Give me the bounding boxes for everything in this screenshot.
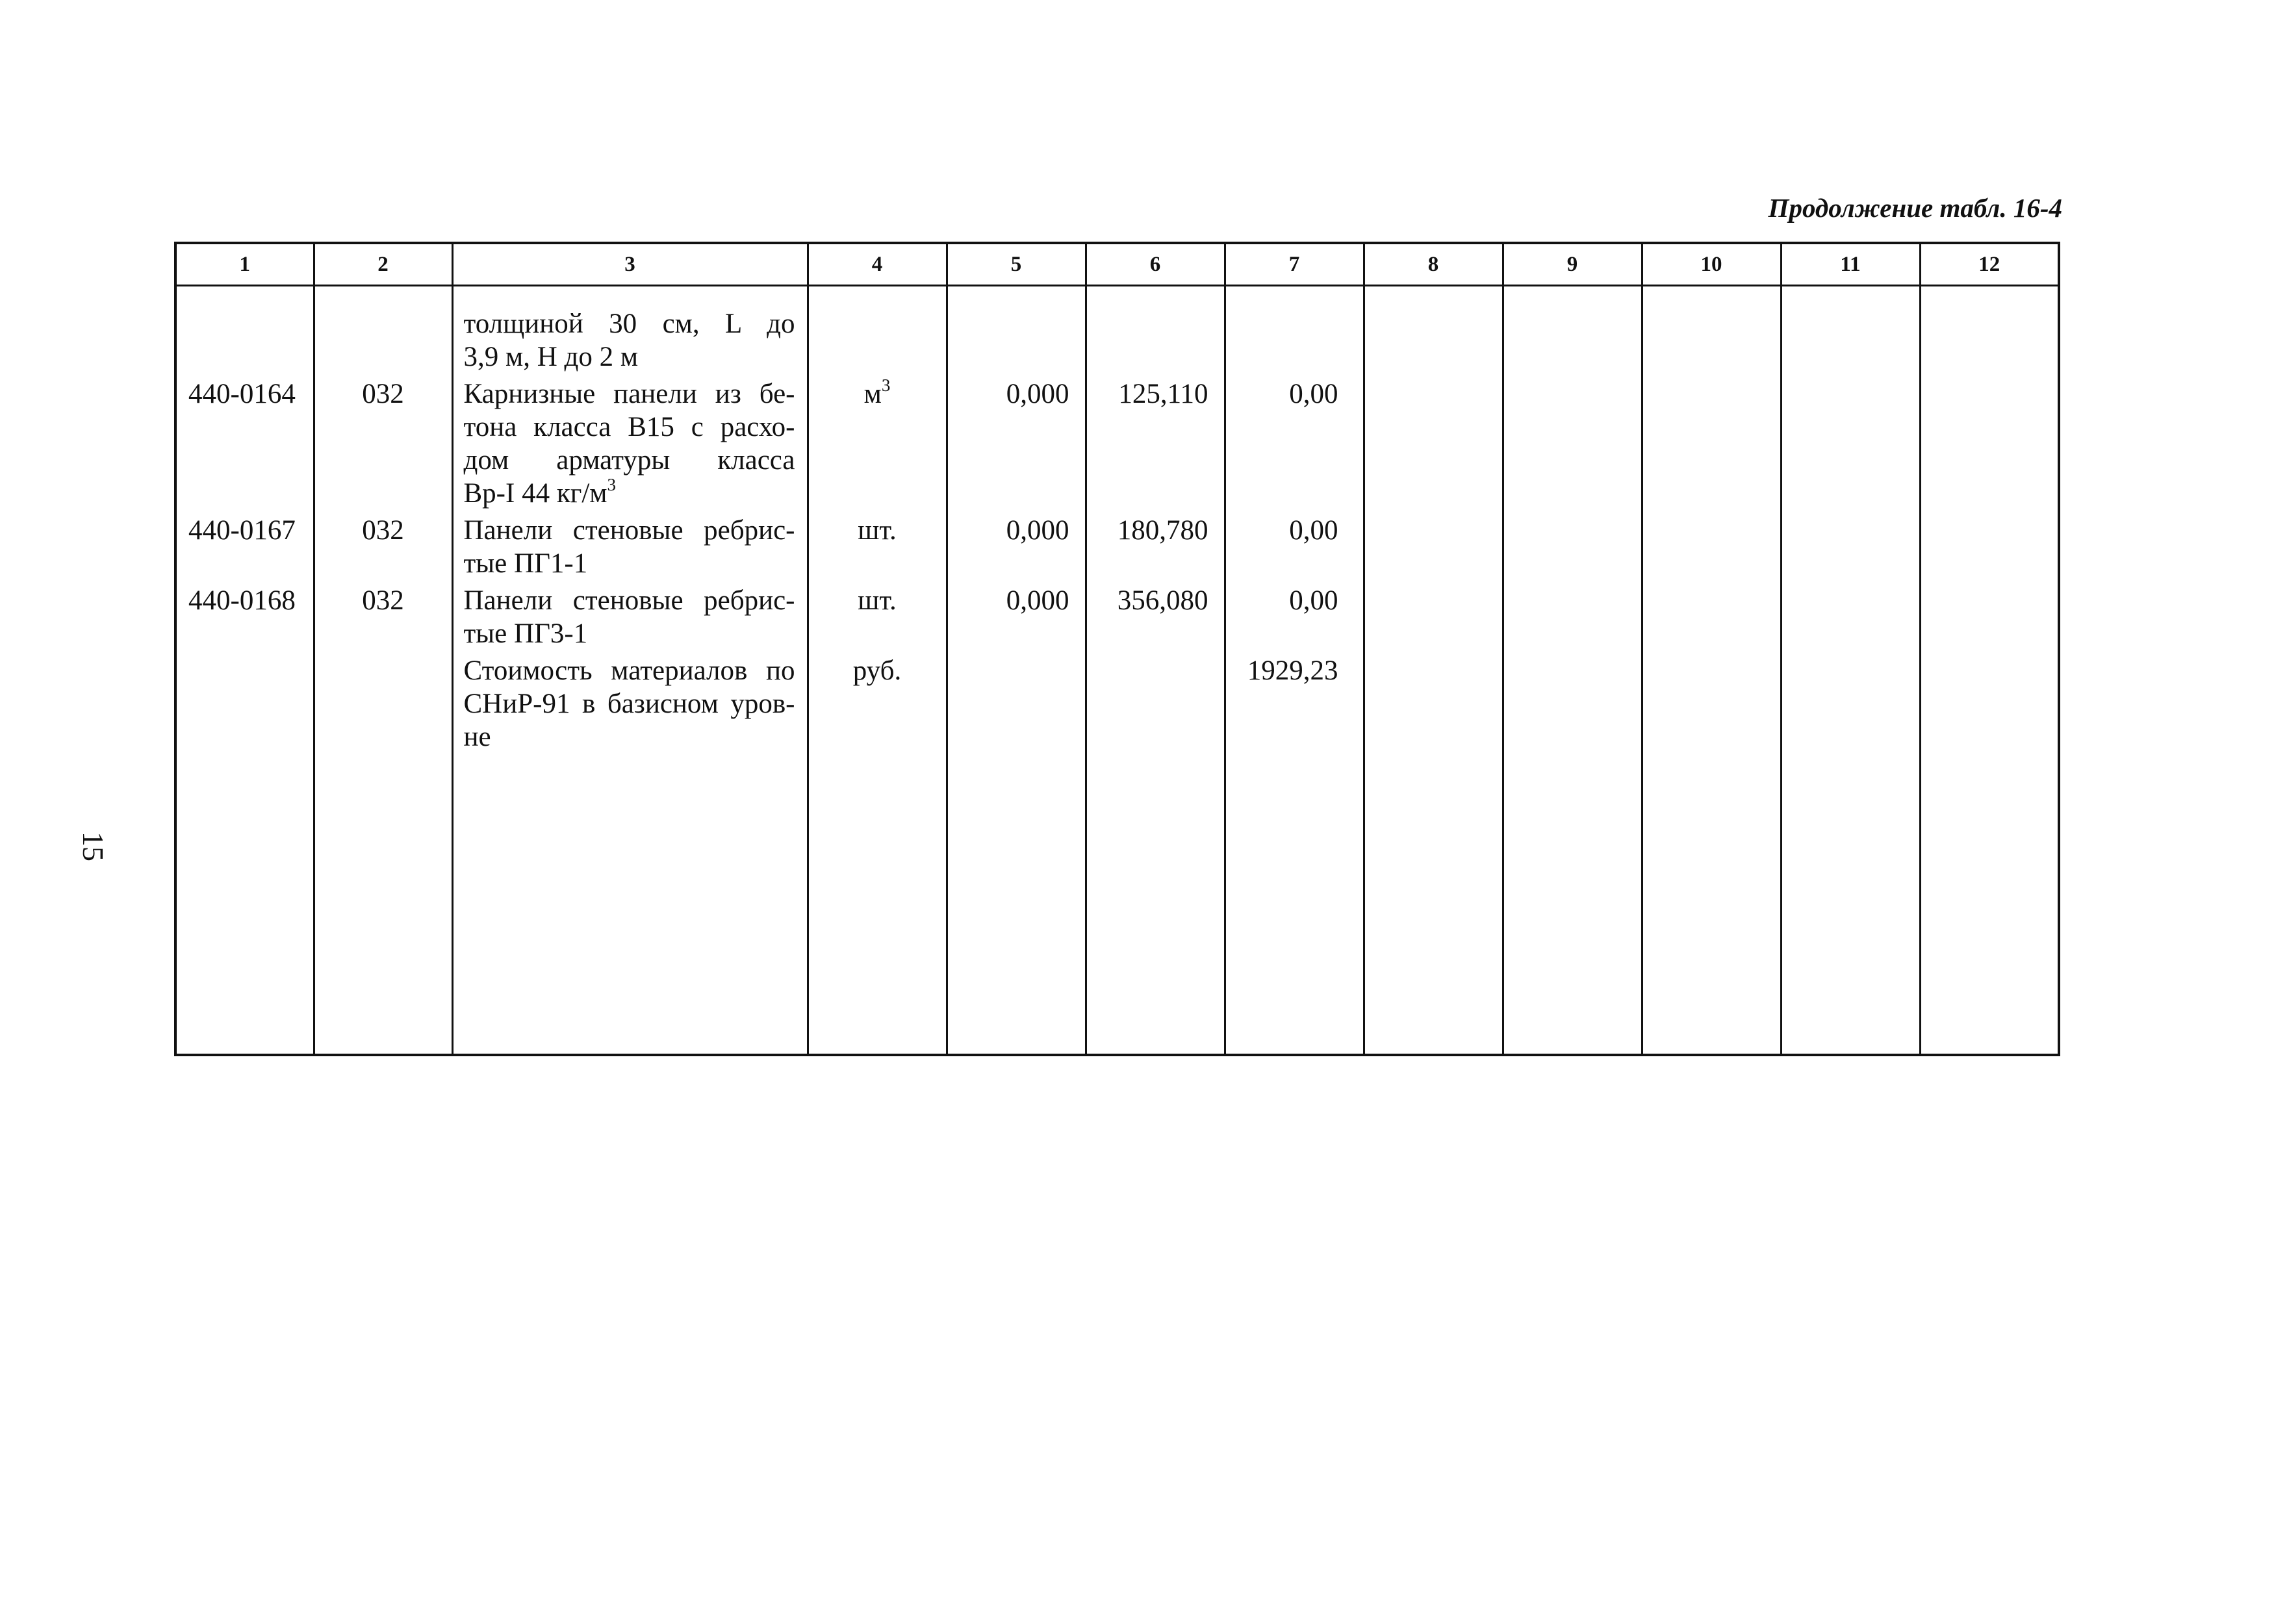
material-name bbox=[454, 654, 807, 754]
material-name-text: Стоимость материалов по bbox=[463, 655, 795, 686]
name-superscript: 3 bbox=[607, 475, 617, 494]
material-name-text: тона класса В15 с расхо- bbox=[463, 412, 795, 442]
material-code: 440-0168 bbox=[188, 585, 296, 616]
material-name-text: Панели стеновые ребрис- bbox=[463, 515, 795, 546]
column-7 bbox=[1225, 286, 1364, 1056]
unit-superscript: 3 bbox=[881, 375, 891, 395]
section-number: 032 bbox=[362, 379, 404, 409]
column-10 bbox=[1642, 286, 1781, 1056]
material-name bbox=[454, 377, 807, 510]
column-header: 12 bbox=[1920, 243, 2059, 286]
material-name-line bbox=[464, 687, 795, 720]
material-name-line bbox=[464, 411, 795, 444]
unit-column bbox=[808, 286, 947, 1056]
column-9 bbox=[1503, 286, 1642, 1056]
value-col7: 0,00 bbox=[1289, 515, 1338, 546]
material-name-text: не bbox=[463, 722, 491, 752]
material-name-text: толщиной 30 см, L до bbox=[463, 309, 795, 339]
material-name-line bbox=[464, 477, 795, 510]
unit-text: шт. bbox=[858, 585, 897, 616]
column-header: 8 bbox=[1364, 243, 1503, 286]
unit-text: руб. bbox=[852, 655, 902, 686]
material-name-line bbox=[464, 547, 795, 580]
section-column bbox=[314, 286, 452, 1056]
material-name-line bbox=[464, 377, 795, 411]
material-name-line bbox=[464, 307, 795, 340]
value-col6: 356,080 bbox=[1117, 585, 1208, 616]
column-12 bbox=[1920, 286, 2059, 1056]
value-col5: 0,000 bbox=[1006, 585, 1069, 616]
section-number: 032 bbox=[362, 515, 404, 546]
page-number: 15 bbox=[77, 831, 110, 861]
column-6 bbox=[1086, 286, 1225, 1056]
materials-table bbox=[174, 242, 2060, 1056]
material-name-line bbox=[464, 340, 795, 374]
column-8 bbox=[1364, 286, 1503, 1056]
column-header: 6 bbox=[1086, 243, 1225, 286]
material-code: 440-0164 bbox=[188, 379, 296, 409]
unit bbox=[809, 654, 946, 687]
value-col7: 1929,23 bbox=[1247, 655, 1338, 686]
column-5 bbox=[947, 286, 1086, 1056]
material-name-line bbox=[464, 617, 795, 650]
value-col7: 0,00 bbox=[1289, 379, 1338, 409]
column-header: 5 bbox=[947, 243, 1086, 286]
material-name-line bbox=[464, 654, 795, 687]
column-header: 2 bbox=[314, 243, 452, 286]
value-col5: 0,000 bbox=[1006, 515, 1069, 546]
unit bbox=[809, 377, 946, 411]
material-name bbox=[454, 514, 807, 580]
material-name-line bbox=[464, 720, 795, 754]
material-name-text: тые ПГ3-1 bbox=[463, 618, 588, 649]
column-header: 3 bbox=[452, 243, 808, 286]
name-column bbox=[452, 286, 808, 1056]
material-name-text: 3,9 м, Н до 2 м bbox=[463, 342, 639, 372]
column-header: 11 bbox=[1781, 243, 1920, 286]
column-header: 7 bbox=[1225, 243, 1364, 286]
material-name-text: дом арматуры класса bbox=[463, 445, 795, 476]
material-name-text: Вр-I 44 кг/м bbox=[463, 478, 607, 509]
material-name-line bbox=[464, 444, 795, 477]
material-name bbox=[454, 584, 807, 650]
section-number: 032 bbox=[362, 585, 404, 616]
column-header: 10 bbox=[1642, 243, 1781, 286]
material-name-text: Карнизные панели из бе- bbox=[463, 379, 795, 409]
table-body-row bbox=[175, 286, 2059, 1056]
value-col5: 0,000 bbox=[1006, 379, 1069, 409]
unit-text: м bbox=[863, 379, 882, 409]
column-11 bbox=[1781, 286, 1920, 1056]
unit-text: шт. bbox=[858, 515, 897, 546]
material-name-line bbox=[464, 584, 795, 617]
code-column bbox=[175, 286, 314, 1056]
value-col7: 0,00 bbox=[1289, 585, 1338, 616]
material-code: 440-0167 bbox=[188, 515, 296, 546]
material-name bbox=[454, 307, 807, 374]
column-number-row bbox=[175, 243, 2059, 286]
material-name-line bbox=[464, 514, 795, 547]
unit bbox=[809, 584, 946, 617]
unit bbox=[809, 514, 946, 547]
column-header: 1 bbox=[175, 243, 314, 286]
material-name-text: СНиР-91 в базисном уров- bbox=[463, 689, 795, 719]
value-col6: 125,110 bbox=[1118, 379, 1208, 409]
column-header: 9 bbox=[1503, 243, 1642, 286]
column-header: 4 bbox=[808, 243, 947, 286]
material-name-text: тые ПГ1-1 bbox=[463, 548, 588, 579]
value-col6: 180,780 bbox=[1117, 515, 1208, 546]
table-continuation-caption: Продолжение табл. 16-4 bbox=[1768, 193, 2062, 223]
material-name-text: Панели стеновые ребрис- bbox=[463, 585, 795, 616]
